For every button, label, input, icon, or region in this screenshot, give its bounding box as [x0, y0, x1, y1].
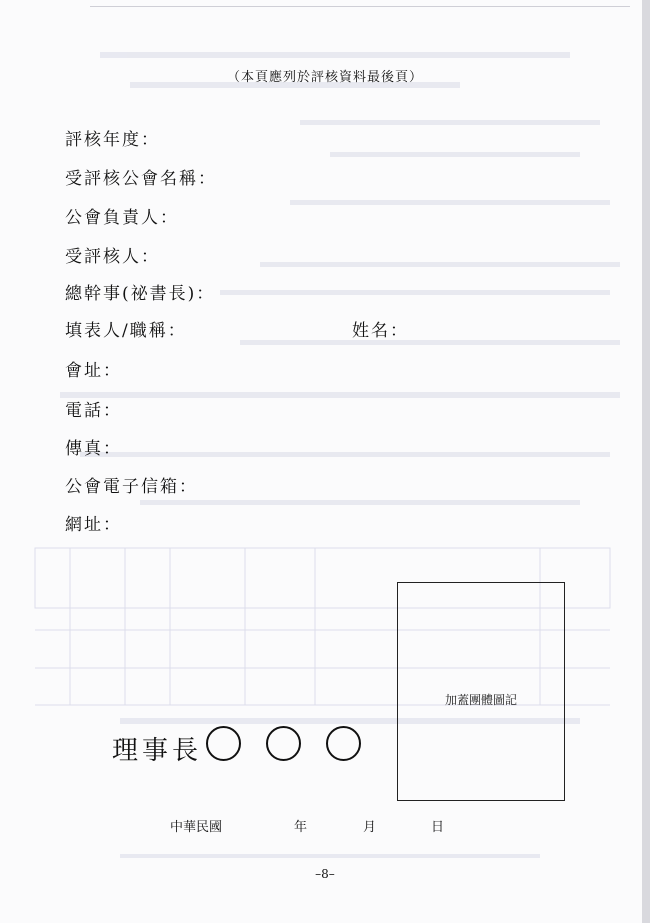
- seal-box-label: 加蓋團體圖記: [444, 693, 517, 707]
- organization-seal-box: [397, 582, 565, 801]
- placement-note: （本頁應列於評核資料最後頁）: [226, 70, 423, 85]
- secretary-general-field: 總幹事(祕書長)：: [65, 284, 216, 304]
- signature-circle-2: [266, 726, 301, 761]
- date-day: 日: [431, 820, 445, 835]
- website-field: 網址：: [65, 515, 122, 535]
- phone-field: 電話：: [65, 401, 122, 421]
- signature-circle-3: [326, 726, 361, 761]
- page-edge: [642, 0, 650, 923]
- fax-field: 傳真：: [65, 439, 122, 459]
- page-number: –8–: [315, 867, 335, 881]
- filler-title-field: 填表人/職稱：: [65, 321, 187, 341]
- responsible-person-field: 公會負責人：: [65, 208, 179, 228]
- date-year: 年: [294, 820, 308, 835]
- date-era: 中華民國: [170, 820, 223, 835]
- union-name-field: 受評核公會名稱：: [65, 169, 217, 189]
- evaluatee-field: 受評核人：: [65, 247, 160, 267]
- address-field: 會址：: [65, 361, 122, 381]
- signature-circle-1: [206, 726, 241, 761]
- chairman-label: 理事長: [112, 736, 203, 766]
- filler-name-field: 姓名：: [352, 321, 409, 341]
- top-border-line: [90, 6, 630, 7]
- evaluation-year-field: 評核年度：: [65, 130, 160, 150]
- email-field: 公會電子信箱：: [65, 477, 198, 497]
- date-month: 月: [363, 820, 377, 835]
